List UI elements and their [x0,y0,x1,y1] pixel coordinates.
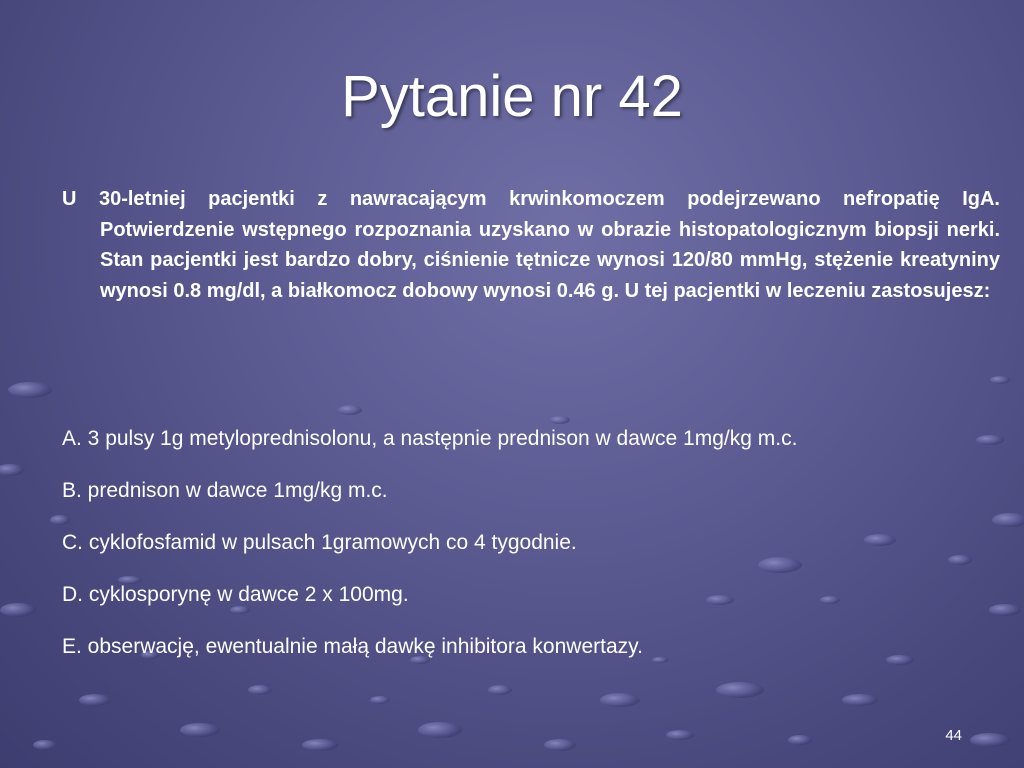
slide-title: Pytanie nr 42 [341,64,683,129]
answer-option-c: C. cyklofosfamid w pulsach 1gramowych co 4 tygodnie. [62,531,577,554]
question-text: U 30-letniej pacjentki z nawracającym krwinkomoczem podejrzewano nefropatię IgA. Potwierdzenie wstępnego rozpoznania uzyskano w obrazie histopatologicznym biopsji nerki. Stan pacjentki jest bardzo dobry, ciśnienie tętnicze wynosi 120/80 mmHg, stężenie kreatyniny wynosi 0.8 mg/dl, a białkomocz dobowy wynosi 0.46 g. U tej pacjentki w leczeniu zastosujesz: [62,188,1000,302]
answer-option-d: D. cyklosporynę w dawce 2 x 100mg. [62,583,409,606]
answer-option-e: E. obserwację, ewentualnie małą dawkę inhibitora konwertazy. [62,635,643,658]
page-number: 44 [945,727,962,744]
answer-option-a: A. 3 pulsy 1g metyloprednisolonu, a następnie prednison w dawce 1mg/kg m.c. [62,427,798,450]
answer-option-b: B. prednison w dawce 1mg/kg m.c. [62,479,388,502]
answer-list [62,422,982,682]
